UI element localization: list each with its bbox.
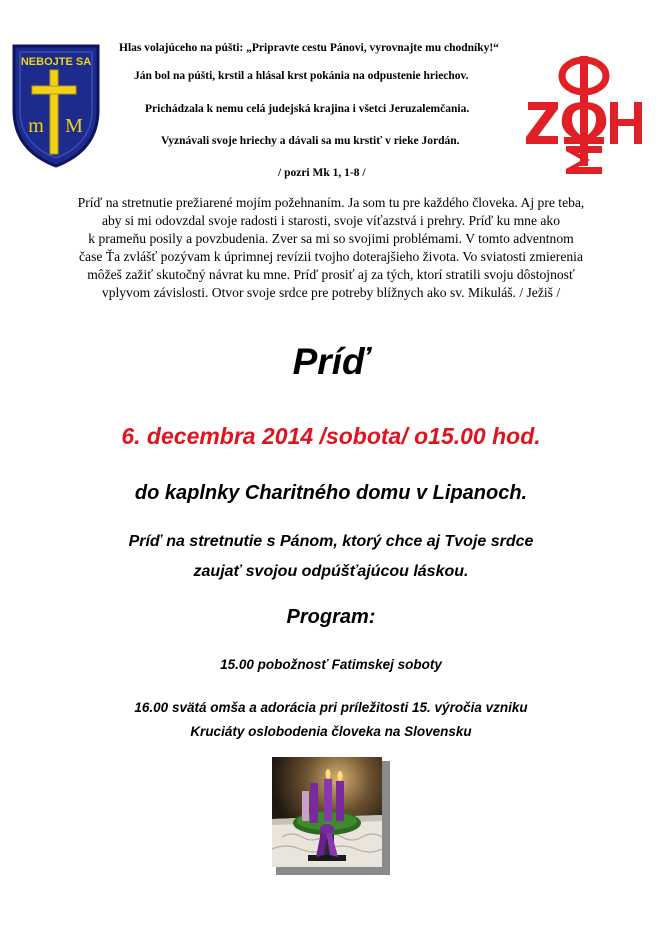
- place-line: do kaplnky Charitného domu v Lipanoch.: [134, 482, 528, 504]
- invitation-line: k prameňu posily a povzbudenia. Zver sa mi so svojimi problémami. V tomto adventnom: [88, 231, 574, 246]
- advent-wreath-photo: [272, 757, 382, 867]
- quote-line-3: Prichádzala k nemu celá judejská krajina i všetci Jeruzalemčania.: [145, 103, 470, 115]
- svg-text:NEBOJTE SA: NEBOJTE SA: [20, 56, 92, 68]
- zoe-monogram-icon: [522, 52, 650, 174]
- svg-text:M: M: [65, 115, 83, 137]
- invite-line-2: zaujať svojou odpúšťajúcou láskou.: [193, 563, 469, 580]
- quote-line-2: Ján bol na púšti, krstil a hlásal krst pokánia na odpustenie hriechov.: [134, 70, 469, 82]
- headline: Príď: [292, 341, 370, 382]
- invitation-line: aby si mi odovzdal svoje radosti i starosti, svoje víťazstvá i prehry. Príď ku mne ako: [101, 213, 561, 228]
- program-title: Program:: [286, 606, 376, 628]
- invite-line-1: Príď na stretnutie s Pánom, ktorý chce aj Tvoje srdce: [128, 533, 534, 550]
- quote-reference: / pozri Mk 1, 1-8 /: [278, 167, 366, 179]
- invitation-line: vplyvom závislosti. Otvor svoje srdce pre potreby blížnych ako sv. Mikuláš. / Ježiš /: [101, 285, 561, 300]
- left-logo: [8, 40, 104, 170]
- advent-wreath-icon: [272, 757, 382, 867]
- date-line: 6. decembra 2014 /sobota/ o15.00 hod.: [121, 423, 541, 449]
- right-logo: [522, 52, 650, 174]
- shield-cross-icon: [8, 40, 104, 170]
- invitation-line: môžeš zažiť skutočný návrat ku mne. Príď prosiť aj za tých, ktorí stratili svoju dôstojnosť: [87, 267, 575, 282]
- quote-line-4: Vyznávali svoje hriechy a dávali sa mu krstiť v rieke Jordán.: [161, 135, 460, 147]
- svg-text:m: m: [28, 115, 44, 137]
- program-item-1: 15.00 pobožnosť Fatimskej soboty: [220, 657, 442, 672]
- quote-line-1: Hlas volajúceho na púšti: „Pripravte cestu Pánovi, vyrovnajte mu chodníky!“: [119, 42, 499, 54]
- program-item-2-line-2: Kruciáty oslobodenia človeka na Slovensku: [190, 724, 472, 739]
- program-item-2-line-1: 16.00 svätá omša a adorácia pri príležitosti 15. výročia vzniku: [134, 700, 528, 715]
- invitation-paragraph: [14, 194, 648, 302]
- invitation-line: čase Ťa zvlášť pozývam k úprimnej revízii tvojho doterajšieho života. Vo sviatosti zmierenia: [79, 249, 583, 264]
- invitation-line: Príď na stretnutie prežiarené mojím požehnaním. Ja som tu pre každého človeka. Aj pre teba,: [77, 195, 585, 210]
